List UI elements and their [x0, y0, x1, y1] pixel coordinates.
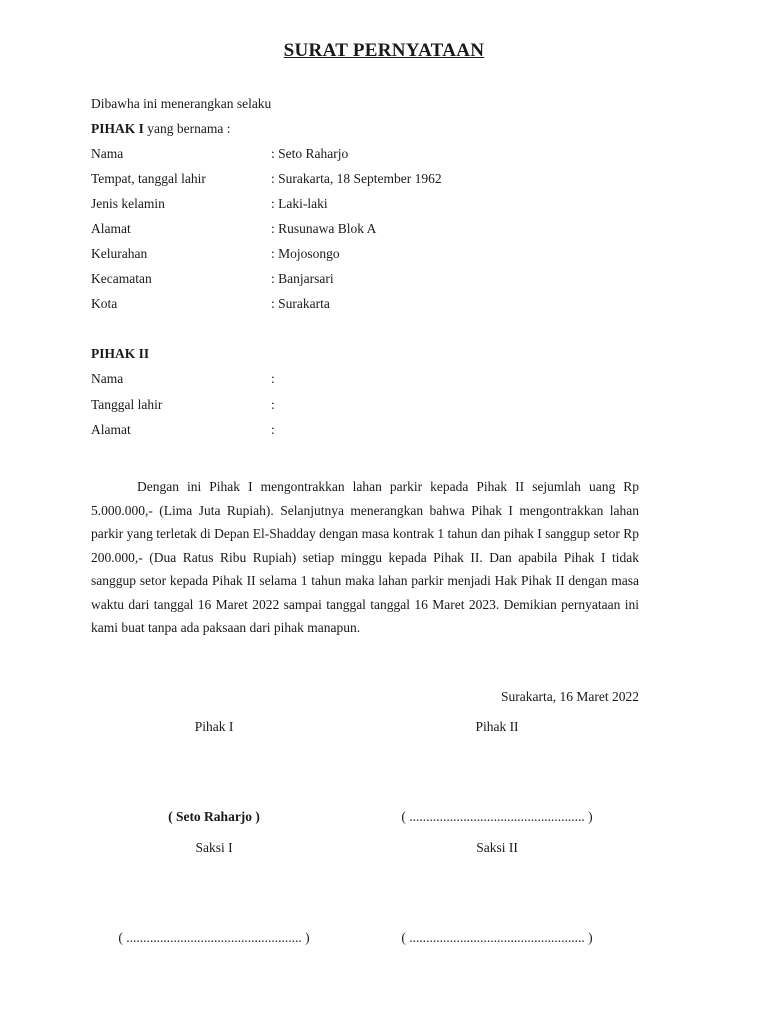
pihak1-heading [91, 121, 230, 137]
field-value: : Banjarsari [271, 271, 334, 286]
field-value: : Laki-laki [271, 196, 328, 211]
pihak1-signature-name: ( Seto Raharjo ) [168, 809, 260, 824]
document-title: SURAT PERNYATAAN [283, 40, 485, 61]
saksi1-signature-name: ( .................................................... ) [118, 930, 310, 945]
statement-paragraph: Dengan ini Pihak I mengontrakkan lahan parkir kepada Pihak II sejumlah uang Rp 5.000.000,- (Lima Juta Rupiah). Selanjutnya menerangkan bahwa Pihak I mengontrakkan lahan parkir yang terletak di Depan El-Shadday dengan masa kontrak 1 tahun dan pihak I sanggup setor Rp 200.000,- (Dua Ratus Ribu Rupiah) setiap minggu kepada Pihak II. Dan apabila Pihak I tidak sanggup setor kepada Pihak II selama 1 tahun maka lahan parkir menjadi Hak Pihak II dengan masa waktu dari tanggal 16 Maret 2022 sampai tanggal tanggal 16 Maret 2023. Demikian pernyataan ini kami buat tanpa ada paksaan dari pihak manapun. [91, 479, 639, 635]
pihak1-heading-rest: yang bernama : [143, 121, 231, 136]
pihak1-signature-label: Pihak I [194, 719, 234, 734]
pihak2-signature-name: ( .................................................... ) [401, 809, 593, 824]
field-label: Jenis kelamin [91, 196, 165, 211]
field-value: : Rusunawa Blok A [271, 221, 377, 236]
field-value: : Mojosongo [271, 246, 340, 261]
field-value: : [271, 397, 275, 412]
saksi2-signature-name: ( .................................................... ) [401, 930, 593, 945]
field-label: Kota [91, 296, 118, 311]
field-value: : [271, 371, 275, 386]
field-value: : Surakarta [271, 296, 330, 311]
field-value: : Seto Raharjo [271, 146, 349, 161]
pihak2-signature-label: Pihak II [475, 719, 519, 734]
saksi1-signature-label: Saksi I [195, 840, 233, 855]
field-label: Kecamatan [91, 271, 152, 286]
field-label: Nama [91, 371, 124, 386]
pihak1-heading-bold: PIHAK I [91, 121, 144, 136]
saksi2-signature-label: Saksi II [476, 840, 518, 855]
pihak2-heading: PIHAK II [91, 346, 150, 361]
field-label: Tempat, tanggal lahir [91, 171, 206, 186]
place-date: Surakarta, 16 Maret 2022 [501, 689, 639, 704]
intro-text: Dibawha ini menerangkan selaku [91, 96, 272, 111]
field-label: Alamat [91, 422, 131, 437]
field-label: Nama [91, 146, 124, 161]
field-label: Kelurahan [91, 246, 148, 261]
field-value: : [271, 422, 275, 437]
field-label: Alamat [91, 221, 131, 236]
field-value: : Surakarta, 18 September 1962 [271, 171, 442, 186]
field-label: Tanggal lahir [91, 397, 163, 412]
